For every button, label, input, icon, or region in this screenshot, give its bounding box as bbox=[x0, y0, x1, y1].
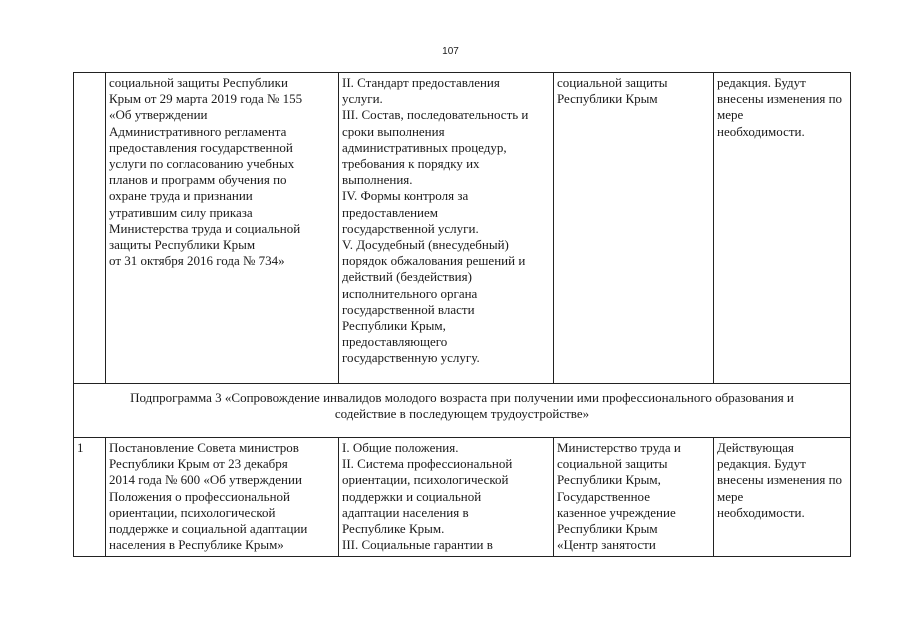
executor-cell: социальной защиты Республики Крым bbox=[554, 73, 714, 384]
executor-cell: Министерство труда и социальной защиты Республики Крым, Государственное казенное учреждение Республики Крым «Центр занятости bbox=[554, 438, 714, 557]
table-row bbox=[74, 438, 851, 557]
document-structure-cell: II. Стандарт предоставления услуги. III. Состав, последовательность и сроки выполнения административных процедур, требования к порядку их выполнения. IV. Формы контроля за предоставлением государственной услуги. V. Досудебный (внесудебный) порядок обжалования решений и действий (бездействия) исполнительного органа государственной власти Республики Крым, предоставляющего государственную услугу. bbox=[339, 73, 554, 384]
status-cell: редакция. Будут внесены изменения по мере необходимости. bbox=[714, 73, 851, 384]
document-structure-cell: I. Общие положения. II. Система профессиональной ориентации, психологической поддержки и социальной адаптации населения в Республике Крым. III. Социальные гарантии в bbox=[339, 438, 554, 557]
document-name-cell: Постановление Совета министров Республики Крым от 23 декабря 2014 года № 600 «Об утверждении Положения о профессиональной ориентации, психологической поддержке и социальной адаптации населения в Республике Крым» bbox=[106, 438, 339, 557]
document-name-cell: социальной защиты Республики Крым от 29 марта 2019 года № 155 «Об утверждении Административного регламента предоставления государственной услуги по согласованию учебных планов и программ обучения по охране труда и признании утратившим силу приказа Министерства труда и социальной защиты Республики Крым от 31 октября 2016 года № 734» bbox=[106, 73, 339, 384]
page-number: 107 bbox=[442, 46, 459, 57]
table-row bbox=[74, 73, 851, 384]
row-number-cell: 1 bbox=[74, 438, 106, 557]
document-table bbox=[73, 72, 851, 557]
status-cell: Действующая редакция. Будут внесены изменения по мере необходимости. bbox=[714, 438, 851, 557]
row-number-cell bbox=[74, 73, 106, 384]
subprogram-heading: Подпрограмма 3 «Сопровождение инвалидов молодого возраста при получении ими профессионального образования и содействие в последующем трудоустройстве» bbox=[74, 384, 851, 438]
subprogram-row bbox=[74, 384, 851, 438]
